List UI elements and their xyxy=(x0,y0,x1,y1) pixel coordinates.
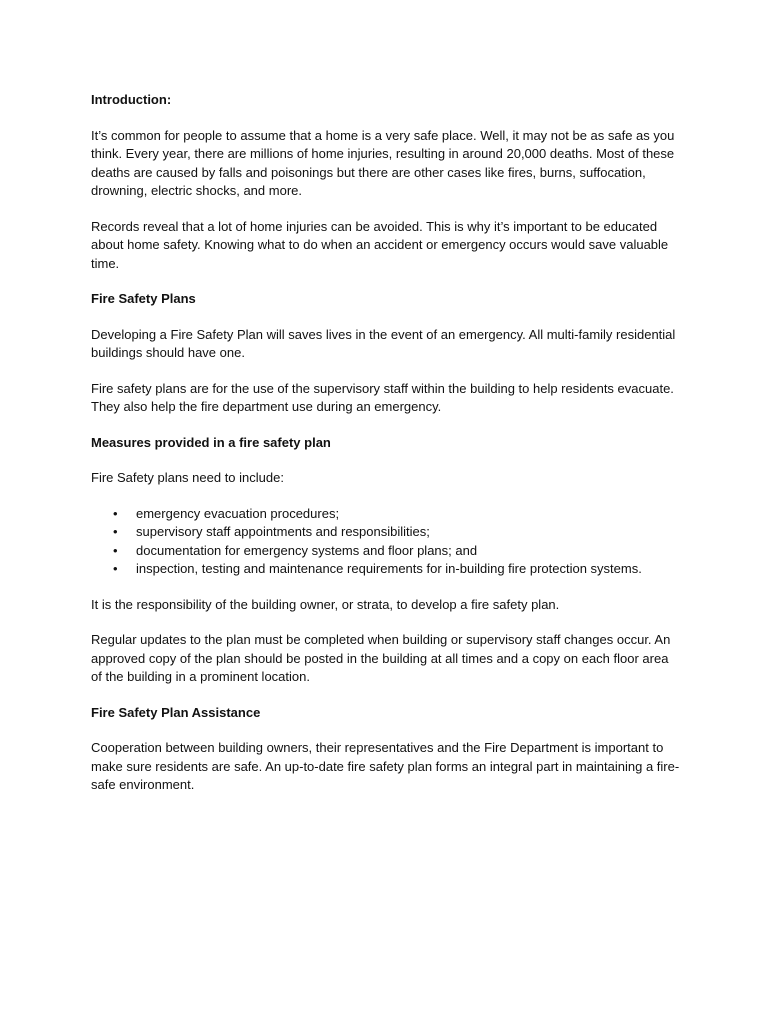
list-item-text: supervisory staff appointments and responsibilities; xyxy=(136,524,430,539)
list-item xyxy=(91,560,681,579)
intro-paragraph-2: Records reveal that a lot of home injuries can be avoided. This is why it’s important to be educated about home safety. Knowing what to do when an accident or emergency occurs would save valuable time. xyxy=(91,218,669,271)
assistance-heading: Fire Safety Plan Assistance xyxy=(91,704,261,720)
responsibility-paragraph: It is the responsibility of the building owner, or strata, to develop a fire safety plan. xyxy=(91,596,560,612)
measures-heading: Measures provided in a fire safety plan xyxy=(91,434,331,450)
fire-safety-plans-paragraph-2: Fire safety plans are for the use of the supervisory staff within the building to help residents evacuate. They also help the fire department use during an emergency. xyxy=(91,380,674,414)
intro-paragraph-1: It’s common for people to assume that a home is a very safe place. Well, it may not be as safe as you think. Every year, there are millions of home injuries, resulting in around 20,000 deaths. Most of these deaths are caused by falls and poisonings but there are other cases like fires, burns, suffocation, drowning, electric shocks, and more. xyxy=(91,127,675,198)
bullet-icon: • xyxy=(113,542,118,558)
updates-paragraph: Regular updates to the plan must be completed when building or supervisory staff changes occur. An approved copy of the plan should be posted in the building at all times and a copy on each floor area of the building in a prominent location. xyxy=(91,632,671,684)
measures-list xyxy=(91,505,681,579)
intro-heading: Introduction: xyxy=(91,92,172,107)
list-item-text: documentation for emergency systems and floor plans; and xyxy=(136,542,478,558)
document-page xyxy=(91,91,681,812)
bullet-icon: • xyxy=(113,524,118,539)
measures-intro: Fire Safety plans need to include: xyxy=(91,470,284,485)
bullet-icon: • xyxy=(113,505,118,521)
list-item xyxy=(91,542,681,561)
list-item-text: emergency evacuation procedures; xyxy=(136,505,340,521)
list-item xyxy=(91,523,681,542)
fire-safety-plans-heading: Fire Safety Plans xyxy=(91,291,196,306)
assistance-paragraph: Cooperation between building owners, their representatives and the Fire Department is important to make sure residents are safe. An up-to-date fire safety plan forms an integral part in maintaining a fire-safe environment. xyxy=(91,740,680,792)
list-item xyxy=(91,505,681,524)
bullet-icon: • xyxy=(113,561,118,576)
list-item-text: inspection, testing and maintenance requirements for in-building fire protection systems. xyxy=(136,561,642,576)
fire-safety-plans-paragraph-1: Developing a Fire Safety Plan will saves lives in the event of an emergency. All multi-family residential buildings should have one. xyxy=(91,326,676,360)
